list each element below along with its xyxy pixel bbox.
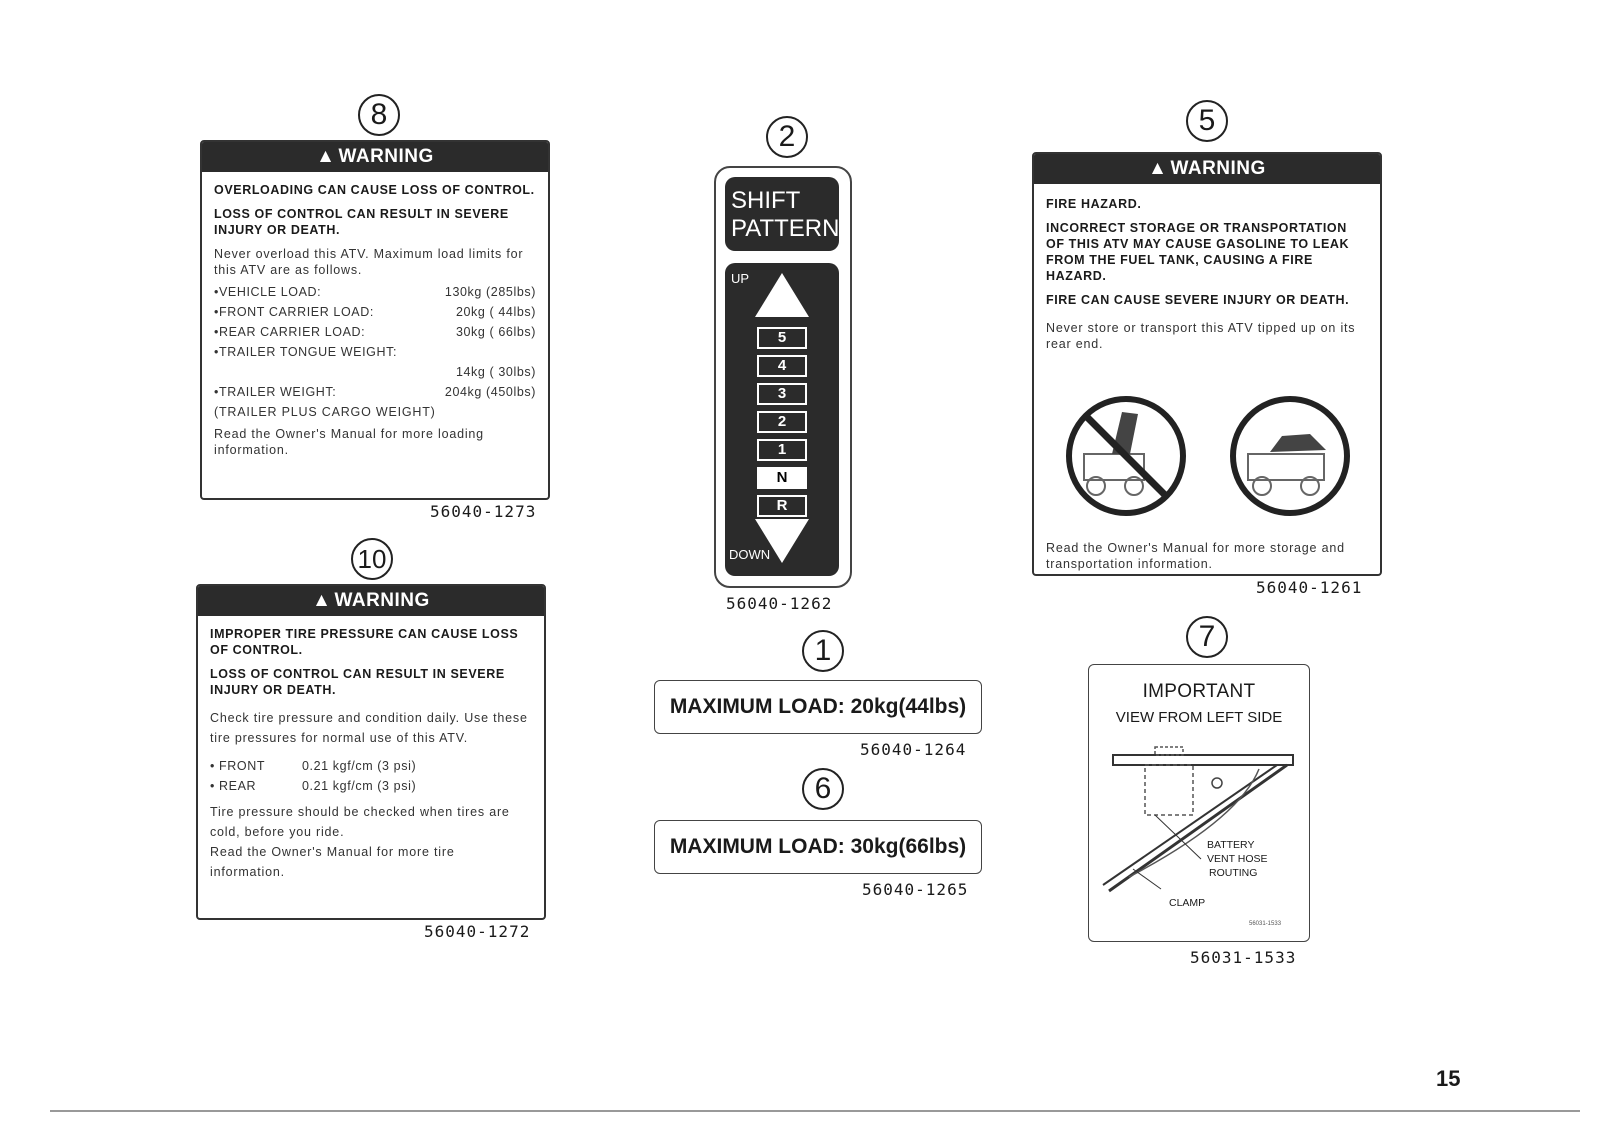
load-item [214, 304, 536, 320]
gear-3: 3 [757, 383, 807, 405]
warning-header [1034, 154, 1380, 184]
label-8-number: 8 [358, 94, 400, 136]
gear-neutral: N [757, 467, 807, 489]
part-number: 56031-1533 [1190, 948, 1297, 967]
warning-triangle-icon: ▲ [316, 146, 336, 167]
warning-footer: Read the Owner's Manual for more storage and transportation information. [1046, 541, 1345, 571]
gear-reverse: R [757, 495, 807, 517]
warning-header [202, 142, 548, 172]
warning-header-text: WARNING [338, 146, 434, 167]
load-item-value: 204kg (450lbs) [444, 385, 536, 399]
warning-triangle-icon: ▲ [1148, 158, 1168, 179]
pressure-item-value: 0.21 kgf/cm (3 psi) [302, 759, 417, 773]
part-number: 56040-1265 [862, 880, 969, 899]
callout-clamp: CLAMP [1169, 897, 1206, 909]
part-number: 56040-1261 [1256, 578, 1363, 597]
label-7-number: 7 [1186, 616, 1228, 658]
part-number: 56040-1264 [860, 740, 967, 759]
warning-header-text: WARNING [334, 590, 430, 611]
shift-pattern-label [714, 166, 852, 588]
gear-2: 2 [757, 411, 807, 433]
warning-bold-text: OVERLOADING CAN CAUSE LOSS OF CONTROL. [214, 183, 535, 197]
load-item [214, 364, 536, 380]
callout-routing: ROUTING [1209, 867, 1258, 879]
load-item [214, 344, 536, 360]
pressure-item [210, 758, 532, 774]
page-number: 15 [1436, 1066, 1461, 1091]
warning-header [198, 586, 544, 616]
warning-bold-text: INCORRECT STORAGE OR TRANSPORTATION OF THIS ATV MAY CAUSE GASOLINE TO LEAK FROM THE FUEL TANK, CAUSING A FIRE HAZARD. [1046, 221, 1350, 283]
label-1-number: 1 [802, 630, 844, 672]
load-item-name: •TRAILER WEIGHT: [214, 385, 337, 399]
callout-vent-hose: VENT HOSE [1207, 853, 1268, 865]
warning-intro: Never overload this ATV. Maximum load limits for this ATV are as follows. [214, 247, 524, 277]
callout-battery: BATTERY [1207, 839, 1255, 851]
warning-footer: Read the Owner's Manual for more tire information. [210, 845, 455, 879]
part-number: 56040-1262 [726, 594, 833, 613]
load-item [214, 284, 536, 300]
up-label: UP [731, 271, 750, 286]
load-item-value: 130kg (285lbs) [444, 285, 536, 299]
storage-pictograms [1034, 394, 1380, 534]
load-item-name: •TRAILER TONGUE WEIGHT: [214, 345, 398, 359]
warning-intro: Never store or transport this ATV tipped up on its rear end. [1046, 321, 1356, 351]
load-item-name: •FRONT CARRIER LOAD: [214, 305, 374, 319]
part-number: 56040-1272 [424, 922, 531, 941]
warning-label-fire-hazard [1032, 152, 1382, 576]
battery-vent-hose-label [1088, 664, 1310, 942]
pressure-item-name: • REAR [210, 779, 257, 793]
label-2-number: 2 [766, 116, 808, 158]
warning-bold-text: FIRE HAZARD. [1046, 197, 1142, 211]
gear-4: 4 [757, 355, 807, 377]
gear-5: 5 [757, 327, 807, 349]
important-title: IMPORTANT [1142, 681, 1256, 702]
warning-header-text: WARNING [1170, 158, 1266, 179]
load-item-value: 30kg ( 66lbs) [455, 325, 536, 339]
pressure-after: Tire pressure should be checked when tires are cold, before you ride. [210, 805, 510, 839]
up-arrow-icon [755, 273, 809, 317]
load-item-name: •REAR CARRIER LOAD: [214, 325, 366, 339]
warning-intro: Check tire pressure and condition daily. Use these tire pressures for normal use of this ATV. [210, 711, 528, 745]
load-item [214, 324, 536, 340]
part-number: 56040-1273 [430, 502, 537, 521]
pressure-item [210, 778, 532, 794]
shift-title-line: SHIFT [731, 187, 801, 214]
correct-transport-atv-icon [1233, 399, 1347, 513]
small-part-number: 56031-1533 [1249, 921, 1282, 927]
label-10-number: 10 [351, 538, 393, 580]
warning-bold-text: LOSS OF CONTROL CAN RESULT IN SEVERE INJURY OR DEATH. [210, 667, 505, 697]
warning-footer: Read the Owner's Manual for more loading information. [214, 427, 484, 457]
load-item [214, 384, 536, 400]
load-note: (TRAILER PLUS CARGO WEIGHT) [214, 405, 436, 419]
shift-title-line: PATTERN [731, 215, 840, 242]
bottom-rule [50, 1110, 1580, 1112]
prohibited-tipped-atv-icon [1069, 399, 1183, 513]
load-item-value: 14kg ( 30lbs) [455, 365, 536, 379]
warning-label-tire-pressure [196, 584, 546, 920]
max-load-label-front: MAXIMUM LOAD: 20kg(44lbs) [654, 680, 982, 734]
pressure-item-name: • FRONT [210, 759, 266, 773]
warning-bold-text: FIRE CAN CAUSE SEVERE INJURY OR DEATH. [1046, 293, 1350, 307]
important-subtitle: VIEW FROM LEFT SIDE [1115, 709, 1283, 726]
warning-triangle-icon: ▲ [312, 590, 332, 611]
label-5-number: 5 [1186, 100, 1228, 142]
gear-1: 1 [757, 439, 807, 461]
warning-label-overload [200, 140, 550, 500]
down-label: DOWN [729, 547, 771, 562]
warning-bold-text: IMPROPER TIRE PRESSURE CAN CAUSE LOSS OF CONTROL. [210, 627, 519, 657]
load-item-name: •VEHICLE LOAD: [214, 285, 322, 299]
warning-bold-text: LOSS OF CONTROL CAN RESULT IN SEVERE INJURY OR DEATH. [214, 207, 509, 237]
label-6-number: 6 [802, 768, 844, 810]
max-load-label-rear: MAXIMUM LOAD: 30kg(66lbs) [654, 820, 982, 874]
load-item-value: 20kg ( 44lbs) [455, 305, 536, 319]
shift-pattern-title [725, 177, 839, 251]
pressure-item-value: 0.21 kgf/cm (3 psi) [302, 779, 417, 793]
shift-pattern-body [725, 263, 839, 576]
